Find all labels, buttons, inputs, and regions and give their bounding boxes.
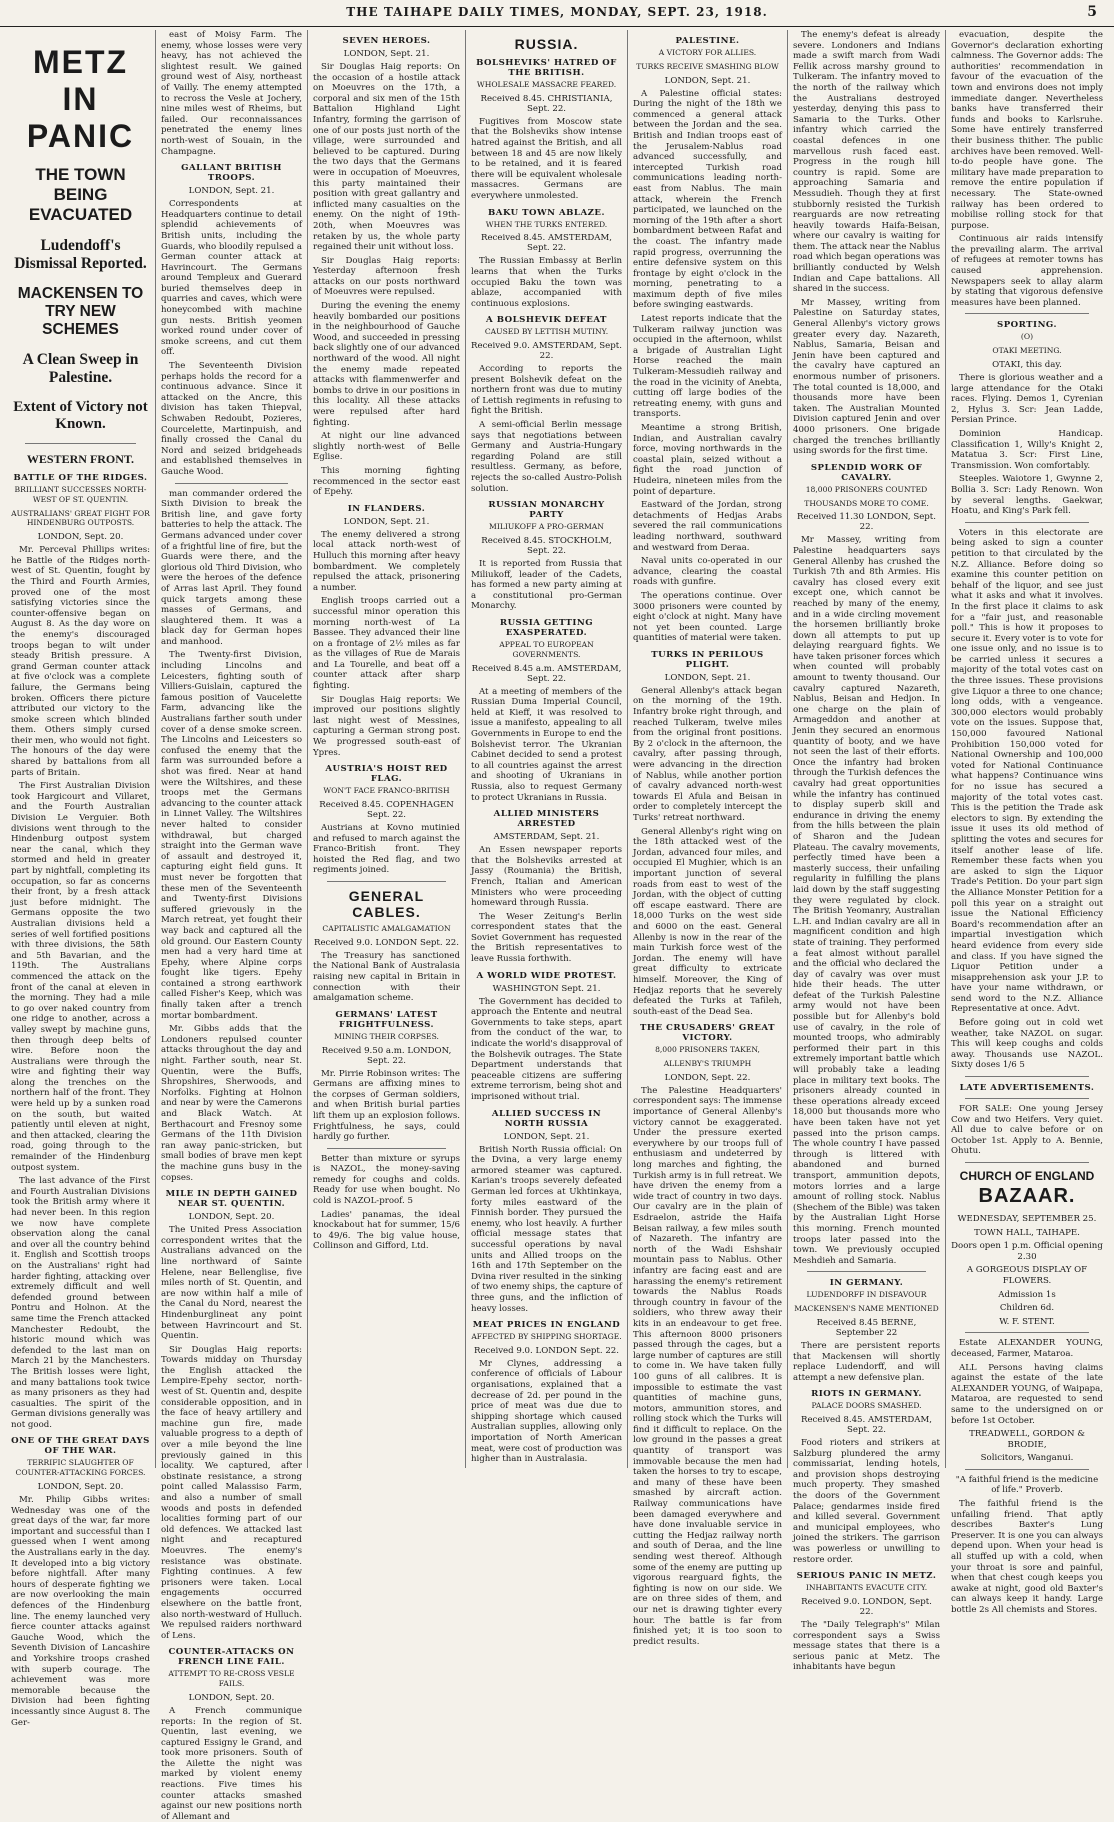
ad-line: WEDNESDAY, SEPTEMBER 25. xyxy=(957,1214,1097,1224)
section-germany: IN GERMANY. xyxy=(829,1278,904,1289)
article-paragraph: Sir Douglas Haig reports: On the occasion of a hostile attack on Moeuvres on the 17th, a corporal and six men of the 15th Battalion Highland Light Infantry, forming the garrison of one of our posts just north of the village, were surrounded and believed to be captured. During the two days that the Germans were in occupation of Moeuvres, this party maintained their position with great gallantry and inflicted many casualties on the enemy. On the night of 19th-20th, when Moeuvres was retaken by us, the whole party regained their unit without loss. xyxy=(313,62,460,253)
article-paragraph: Mr Massey, writing from Palestine on Saturday states, General Allenby's victory grows greater every day. Nazareth, Nablus, Samaria, Beisan and Jenin have been captured and the cavalry have captured an enormous number of prisoners. The total counted is 18,000, and thousands more have been taken. The Australian Mounted Division captured Jenin and over 4000 prisoners. One brigade charged the trenches brilliantly using swords for the first time. xyxy=(793,297,940,457)
dateline: WASHINGTON Sept. 21. xyxy=(492,983,601,994)
section-russia: RUSSIA. xyxy=(514,36,579,52)
article-paragraph: Correspondents at Headquarters continue to detail splendid achievements of British units, including the Guards, who bloodily repulsed a German counter attack at Havrincourt. The Germans around Templeux and Guerard buried themselves deep in quarries and caves, which were honeycombed with machine gun nests. British yeomen worked round under cover of smoke screens, and cut them off. xyxy=(161,199,302,358)
subhead: MACKENSEN'S NAME MENTIONED xyxy=(794,1304,939,1314)
article-paragraph: man commander ordered the Sixth Division to break the British line, and gave forty batteries to help the attack. The Germans advanced under cover of a frightful line of fire, but the Guards were there, and the glorious old Third Division, who were the heroes of the defence of Arras last April. They found quick targets among these masses of Germans, and slaughtered them. It was a black day for German hopes and manhood. xyxy=(161,488,302,647)
article-paragraph: The Russian Embassy at Berlin learns that when the Turks occupied Baku the town was ablaze, accompanied with continuous explosions. xyxy=(471,256,622,309)
ornament: (O) xyxy=(1020,332,1034,342)
subhead: COUNTER-ATTACKS ON FRENCH LINE FAIL. xyxy=(168,1647,295,1668)
dateline: Received 8.45 a.m. AMSTERDAM, Sept. 22. xyxy=(471,663,622,684)
dateline: Received 11.30 LONDON, Sept. 22. xyxy=(796,512,936,533)
subhead: ALLENBY'S TRIUMPH xyxy=(663,1059,752,1069)
subhead: BAKU TOWN ABLAZE. xyxy=(488,207,605,218)
divider xyxy=(965,313,1089,314)
dateline: Received 9.0. AMSTERDAM, Sept. 22. xyxy=(471,341,622,362)
divider xyxy=(965,1076,1089,1077)
article-paragraph: General Allenby's right wing on the 18th attacked west of the Jordan, advanced four miles, and occupied El Mughier, which is an important junction of several roads from east to west of the Jordan, with the object of cutting off escape eastward. There are 18,000 Turks on the west side and 6000 on the east. General Allenby is now in the rear of the main Turkish force west of the Jordan. The enemy will have great difficulty to extricate himself. Moreover, the King of Hedjaz reports that he severely defeated the Turks at Tafileh, south-east of the Dead Sea. xyxy=(633,826,782,1017)
article-paragraph: Voters in this electorate are being asked to sign a counter petition to that circulated by the N.Z. Alliance. Before doing so examine this counter petition on behalf of the liquor, and see just what it asks and what it involves. In the first place it claims to ask for a "fair just, and reasonable poll." This is how it proposes to secure it. Every voter is to vote for one issue only, and no issue is to be carried unless it secures a majority of the total votes cast on the three issues. These provisions give Liquor a three to one chance; long odds, with a vengeance. 300,000 electors would probably vote on the issues. Suppose that, 150,000 favoured National Prohibition 150,000 voted for National Ownership and 100,000 voted for National Continuance what happens? Continuance wins for no issue has secured a majority of the total votes cast. This is the petition the Trade ask electors to sign. By extending the issue it uses its old method of splitting the votes and secures for itself another lease of life. Remember these facts when you are asked to sign the Liquor Trade's Petition. Do your part sign the Alliance Monster Petition for a poll this year on a straight out issue the National Efficiency Board's recommendation after an impartial investigation which heard evidence from every side and class. If you have signed the Liquor Petition under a misapprehension ask your J.P. to have your name withdrawn, or send word to the N.Z. Alliance Representative at once. Advt. xyxy=(951,527,1103,1015)
column-4 xyxy=(466,30,628,1468)
subhead: ATTEMPT TO RE-CROSS VESLE FAILS. xyxy=(168,1669,295,1689)
article-paragraph: This morning fighting recommenced in the sector east of Epehy. xyxy=(313,465,460,498)
subhead: WHEN THE TURKS ENTERED. xyxy=(485,219,608,229)
columns xyxy=(6,30,1108,1822)
advertisement: Estate ALEXANDER YOUNG, deceased, Farmer, Mataroa. xyxy=(951,1338,1103,1359)
article-paragraph: A Palestine official states: During the night of the 18th we commenced a general attack between the Jordan and the sea. British and Indian troops east of the Jerusalem-Nablus road advanced successfully, and intercepted Turkish road communications leading north-east from Nablus. The main attack, wherein the French participated, we launched on the morning of the 19th after a short bombardment between Rafat and the coast. The infantry made rapid progress, overrunning the entire defensive system on this frontage by eight o'clock in the morning, penetrating to a maximum depth of five miles before swinging eastwards. xyxy=(633,88,782,311)
subhead: SEVEN HEROES. xyxy=(342,36,431,46)
section-late-ads: LATE ADVERTISEMENTS. xyxy=(959,1083,1095,1094)
headline-town-evacuated: THE TOWN BEING EVACUATED xyxy=(28,165,133,224)
dateline: LONDON, Sept. 21. xyxy=(343,516,430,527)
headline-mackensen: MACKENSEN TO TRY NEW SCHEMES xyxy=(17,285,144,338)
subhead: AUSTRIA'S HOIST RED FLAG. xyxy=(325,764,448,785)
article-paragraph: The Twenty-first Division, including Lincolns and Leicesters, fighting south of Villiers-Guislain, captured the famous position of Vaucelette Farm, advancing like the Australians farther south under cover of a dense smoke screen. The Lincolns and Leicesters so confused the enemy that the farm was surrounded before a shot was fired. Near at hand were the Wiltshires, and these troops met the Germans advancing to the counter attack in Linnet Valley. The Wiltshires never halted to consider withdrawal, but charged straight into the German wave of assault and destroyed it, capturing eight field guns. It must never be forgotten that these men of the Seventeenth and Twenty-first Divisions suffered grievously in the March retreat, yet fought their way back and captured all the old ground. Our Eastern County men had a very hard time at Epehy, where Alpine corps fought like tigers. Epehy contained a strong earthwork called Fisher's Keep, which was finally taken after a trench mortar bombardment. xyxy=(161,650,302,1021)
subhead: 18,000 PRISONERS COUNTED xyxy=(805,484,928,494)
article-paragraph: The Palestine Headquarters' correspondent says: The immense importance of General Allenby's victory cannot be exaggerated. Under the pressure exerted everywhere by our troops full of enthusiasm and undeterred by long marches and fighting, the Turkish army is in full retreat. We have driven the enemy from a wide tract of country in two days. Our cavalry are in the plain of Esdraelon, astride the Haifa Beisan railway, a few miles south of Nazareth. The infantry are north of the Wadi Eshshair mountain pass to Nablus. Other infantry are facing east and are harassing the enemy's retirement towards the Nablus Roads through country in favour of the soldiers, who threw away their kits in an endeavour to get free. This afternoon 8000 prisoners passed through the cages, but a large number of captures are still to come in. We have taken fully 100 guns of all calibres. It is impossible to estimate the vast quantities of machine guns, motors, ammunition stores, and rolling stock which the Turks will find it difficult to replace. On the low ground in the passes a great quantity of transport was immovable because the men had taken the horses to try to escape, and many of these have been smashed by aircraft action. Railway communications have been damaged everywhere and have done invaluable service in cutting the Hedjaz railway north and south of Deraa, and the line sending west thereof. Although some of the enemy are putting up vigorous rearguard fights, the fighting is now on our side. We are on three sides of them, and our net is drawing tighter every hour. The battle is far from finished yet; it is too soon to predict results. xyxy=(633,1085,782,1647)
divider xyxy=(807,1271,926,1272)
article-paragraph: Mr Clynes, addressing a conference of officials of Labour organisations, explained that a decrease of 2d. per pound in the price of meat was due due to shipping shortage which caused Australian supplies, allowing only importation of North American meat, were cost of production was higher than in Australasia. xyxy=(471,1358,622,1465)
subhead: CAUSED BY LETTISH MUTINY. xyxy=(484,327,609,337)
dateline: Received 8.45. CHRISTIANIA, Sept. 22. xyxy=(480,93,613,114)
article-paragraph: Continuous air raids intensify the prevailing alarm. The arrival of refugees at remoter towns has caused apprehension. Newspapers seek to allay alarm by stating that vigorous defensive measures have been planned. xyxy=(951,234,1103,308)
dateline: LONDON, Sept. 20. xyxy=(37,532,124,543)
column-5 xyxy=(628,30,788,1647)
article-paragraph: Sir Douglas Haig reports: Towards midday on Thursday the English attacked the Lempire-Epehy sector, north-west of St. Quentin and, despite considerable opposition, and in the face of heavy artillery and machine gun fire, made valuable progress to a depth of over a mile beyond the line previously gained in this locality. We captured, after obstinate resistance, a strong point called Malassiso Farm, and also a number of small woods and posts in defended localities forming part of our old defences. We attacked last night and recaptured Moeuvres. The enemy's resistance was obstinate. Fighting continues. A few prisoners were taken. Local engagements occurred elsewhere on the battle front, also north-westward of Hulluch. We repulsed raiders northward of Lens. xyxy=(161,1344,302,1641)
subhead: PALACE DOORS SMASHED. xyxy=(811,1401,922,1411)
divider xyxy=(965,1469,1089,1470)
dateline: OTAKI, this day. xyxy=(992,360,1062,371)
article-paragraph: During the evening the enemy heavily bombarded our positions in the neighbourhood of Gauche Wood, and succeeded in pressing back slightly one of our advanced northward of the wood. All night the enemy made repeated attacks with flammenwerfer and bombs to drive in our positions in this locality. All these attacks were repulsed after hard fighting. xyxy=(313,301,460,428)
bazaar-heading: BAZAAR. xyxy=(978,1185,1076,1207)
subhead: APPEAL TO EUROPEAN GOVERNMENTS. xyxy=(499,640,594,659)
section-western-front: WESTERN FRONT. xyxy=(26,452,135,466)
divider xyxy=(965,1162,1089,1163)
dateline: LONDON, Sept. 20. xyxy=(188,1692,275,1703)
subhead: BRILLIANT SUCCESSES NORTH-WEST OF ST. QUENTIN. xyxy=(14,485,147,504)
bazaar-title: CHURCH OF ENGLAND xyxy=(959,1169,1095,1183)
article-paragraph: The "Daily Telegraph's" Milan correspondent says a Swiss message states that there is a serious panic at Metz. The inhabitants have begun xyxy=(793,1620,940,1673)
subhead: BOLSHEVIKS' HATRED OF THE BRITISH. xyxy=(476,58,617,78)
dateline: Received 9.0. LONDON, Sept. 22. xyxy=(801,1597,932,1617)
advertisement: The faithful friend is the unfailing friend. That aptly describes Baxter's Lung Preserver. It is one you can always depend upon. When your head is all stuffed up with a cold, when your throat is sore and painful, when that chest cough keeps you awake at night, good old Baxter's can always keep it handy. Large bottle 2s All chemists and Stores. xyxy=(951,1499,1103,1615)
ad-line: "A faithful friend is the medicine of life." Proverb. xyxy=(955,1474,1099,1496)
article-paragraph: There are persistent reports that Mackensen will shortly replace Ludendorff, and will attempt a new defensive plan. xyxy=(793,1340,940,1383)
dateline: Received 9.0. LONDON Sept. 22. xyxy=(313,937,460,948)
article-paragraph: Sir Douglas Haig reports: Yesterday afternoon fresh attacks on our posts northward of Moeuvres were repulsed. xyxy=(313,255,460,298)
ad-line: W. F. STENT. xyxy=(999,1316,1055,1327)
article-paragraph: The Weser Zeitung's Berlin correspondent states that the Soviet Government has requested the British representatives to leave Russia forthwith. xyxy=(471,911,622,965)
subhead: SERIOUS PANIC IN METZ. xyxy=(796,1571,937,1582)
dateline: LONDON, Sept. 20. xyxy=(37,1482,124,1493)
article-paragraph: Meantime a strong British, Indian, and Australian cavalry force, moving northwards in the coastal plain, seized without a fight the road junction of Hudeira, nineteen miles from the point of departure. xyxy=(633,423,782,497)
subhead: ONE OF THE GREAT DAYS OF THE WAR. xyxy=(11,1436,150,1457)
subhead: ALLIED MINISTERS ARRESTED xyxy=(493,809,600,830)
divider xyxy=(965,522,1089,523)
article-paragraph: The enemy delivered a strong local attack north-west of Hulluch this morning after heavy bombardment. We completely repulsed the attack, prisonering a number. xyxy=(313,529,460,593)
subhead: AUSTRALIANS' GREAT FIGHT FOR HINDENBURG OUTPOSTS. xyxy=(11,508,150,528)
ad-line: A GORGEOUS DISPLAY OF FLOWERS. xyxy=(966,1265,1088,1286)
page-number: 5 xyxy=(1087,4,1098,20)
subhead: AFFECTED BY SHIPPING SHORTAGE. xyxy=(471,1332,622,1342)
headline-ludendoff: Ludendoff's Dismissal Reported. xyxy=(14,237,147,272)
column-2 xyxy=(156,30,308,1822)
article-paragraph: Austrians at Kovno mutinied and refused to march against the Franco-British front. They hoisted the Red flag, and two regiments joined. xyxy=(313,823,460,876)
article-paragraph: The Government has decided to approach the Entente and neutral Governments to take steps, apart from the conduct of the war, to indicate the world's disapproval of the Bolshevik outrages. The State Department understands that peaceable citizens are suffering extreme terrorism, being shot and imprisoned without trial. xyxy=(471,996,622,1102)
article-paragraph: Food rioters and strikers at Salzburg plundered the army commissariat, lending hotels, and provision shops destroying much property. They smashed the doors of the Government Palace; gendarmes inside fired and killed several. Government and municipal employees, who joined the strikers. The garrison was powerless or unwilling to restore order. xyxy=(793,1438,940,1565)
ad-line: Children 6d. xyxy=(999,1303,1055,1314)
section-general-cables: GENERAL CABLES. xyxy=(348,887,425,920)
dateline: Received 8.45. STOCKHOLM, Sept. 22. xyxy=(481,536,612,557)
article-paragraph: Latest reports indicate that the Tulkeram railway junction was occupied in the afternoon, whilst a brigade of Australian Light Horse reached the main Tulkeram-Messudieh railway and the road in the vicinity of Anebta, cutting off large bodies of the retreating enemy, with guns and transports. xyxy=(633,314,782,420)
divider xyxy=(25,443,136,444)
advertisement: FOR SALE: One young Jersey Cow and two Heifers. Very quiet. All due to calve before or on October 1st. Apply to A. Bennie, Ohutu. xyxy=(951,1104,1103,1157)
advertisement: ALL Persons having claims against the estate of the late ALEXANDER YOUNG, of Waipapa, Mataroa, are requested to send same to the undersigned on or before 1st October. xyxy=(951,1362,1103,1426)
subhead: CAPITALISTIC AMALGAMATION xyxy=(322,923,451,933)
subhead: GALLANT BRITISH TROOPS. xyxy=(181,163,282,184)
ad-line: TREADWELL, GORDON & BRODIE, xyxy=(969,1429,1085,1450)
advertisement: Ladies' panamas, the ideal knockabout hat for summer, 15/6 to 49/6. The big value house, Collinson and Gifford, Ltd. xyxy=(313,1209,460,1252)
subhead: ALLIED SUCCESS IN NORTH RUSSIA xyxy=(491,1108,602,1129)
advertisement: Before going out in cold wet weather, take NAZOL on sugar. This will keep coughs and colds away. Thousands use NAZOL. Sixty doses 1/6 5 xyxy=(951,1018,1103,1071)
article-paragraph: General Allenby's attack began on the morning of the 19th. Infantry broke right through, and reached Tulkeram, twelve miles from the original front positions. By 2 o'clock in the afternoon, the cavalry, after passing through, were advancing in the direction of Nablus, while another portion of cavalry advanced north-west towards El Afula and Beisan in order to completely intercept the Turks' retreat northward. xyxy=(633,685,782,823)
subhead: GERMANS' LATEST FRIGHTFULNESS. xyxy=(335,1009,438,1030)
article-paragraph: The United Press Association correspondent writes that the Australians advanced on the line northward of Sainte Helene, near Bellenglise, five miles north of St. Quentin, and are now within half a mile of the Canal du Nord, nearest the Hindenburglineat any point between Havrincourt and St. Quentin. xyxy=(161,1225,302,1342)
section-sporting: SPORTING. xyxy=(997,320,1057,331)
ad-line: Doors open 1 p.m. Official opening 2.30 xyxy=(951,1241,1103,1262)
article-paragraph: An Essen newspaper reports that the Bolsheviks arrested at Jassy (Roumania) the British, French, Italian and American Ministers who were proceeding homeward through Russia. xyxy=(471,845,622,909)
article-paragraph: Steeples. Waiotore 1, Gwynne 2, Bollia 3. Scr: Lady Renown. Won by several lengths. Gaekwar, Hoatu, and King's Park fell. xyxy=(951,474,1103,517)
article-paragraph: It is reported from Russia that Miliukoff, leader of the Cadets, has formed a new party aiming at a constitutional pro-German Monarchy. xyxy=(471,559,622,612)
article-paragraph: east of Moisy Farm. The enemy, whose losses were very heavy, has not achieved the slightest result. We gained ground west of Aisy, northeast of Vailly. The enemy attempted to recross the Vesle at Jochery, nine miles west of Rheims, but failed. Our reconnaissances penetrated the enemy lines north-west of Souain, in the Champagne. xyxy=(161,30,302,157)
dateline: LONDON, Sept. 21. xyxy=(188,186,275,197)
headline-victory: Extent of Victory not Known. xyxy=(13,399,148,432)
subhead: TURKS IN PERILOUS PLIGHT. xyxy=(651,649,764,670)
article-paragraph: Dominion Handicap. Classification 1, Willy's Knight 2, Matatua 3. Scr: First Line, Transmission. Won comfortably. xyxy=(951,429,1103,471)
subhead: A VICTORY FOR ALLIES. xyxy=(658,48,757,57)
article-paragraph: The First Australian Division took Hargicourt and Villaret, and the Fourth Australian Division Le Verguier. Both divisions went through to the Hindenburg outpost system near the canal, which they stormed and held in greater part by nightfall, completing its occupation, so far as concerns their front, by a fresh attack just before midnight. The Germans opposite the two Australian divisions held a series of well fortified positions with three divisions, the 58th and 5th Bavarian, and the 119th. The Australians commenced the attack on the front of the canal at eleven in the morning. They had a mile to go over naked country from one ridge to another, across a valley swept by machine guns, then through deep belts of wire. Before noon the Australians were through the wire and fighting their way along the trenches on the northern half of the front. They were held up by a sunken road on the south, but waited patiently until eleven at night, and then attacked, clearing the road, going through to the remainder of the Hindenburg outpost system. xyxy=(11,781,150,1173)
article-paragraph: Mr. Philip Gibbs writes: Wednesday was one of the great days of the war, far more important and successful than I guessed when I went among the Australians early in the day. It developed into a big victory before nightfall. After many hours of desperate fighting we are now overlooking the main defences of the Hindenburg line. The enemy launched very fierce counter attacks against Gauche Wood, which the Seventh Division of Lancashire and Yorkshire troops crashed with superb courage. The achievement was more memorable because the Division had been fighting incessantly since August 8. The Ger- xyxy=(11,1495,150,1728)
subhead: THOUSANDS MORE TO COME. xyxy=(804,498,929,508)
dateline: LONDON, Sept. 21. xyxy=(664,672,751,683)
subhead: SPLENDID WORK OF CAVALRY. xyxy=(810,462,923,483)
subhead: BATTLE OF THE RIDGES. xyxy=(13,473,148,483)
article-paragraph: Fugitives from Moscow state that the Bolsheviks show intense hatred against the British, and all between 18 and 45 are now likely to be retained, and it is feared there will be equivalent wholesale massacres. Germans are everywhere unmolested. xyxy=(471,116,622,201)
article-paragraph: The last advance of the First and Fourth Australian Divisions took the British army where it had never been. In this region we now have complete observation along the canal and over all the country behind it. English and Scottish troops on the Australians' right had harder fighting, attacking over extremely difficult and well defended ground between Pontru and Holnon. At the same time the French attacked Manchester Redoubt, the historic mound which was defended to the last man on March 21 by the Manchesters. The British losses were light, and many battalions took twice as many prisoners as they had casualties. The spirit of the German divisions generally was not good. xyxy=(11,1176,150,1430)
subhead: IN FLANDERS. xyxy=(347,503,426,514)
dateline: LONDON, Sept. 21. xyxy=(664,75,751,86)
dateline: AMSTERDAM, Sept. 21. xyxy=(493,832,600,843)
subhead: INHABITANTS EVACUTE CITY. xyxy=(805,1583,928,1593)
dateline: Received 8.45. AMSTERDAM, Sept. 22. xyxy=(481,233,612,254)
article-paragraph: Naval units co-operated in our advance, clearing the coastal roads with gunfire. xyxy=(633,556,782,588)
divider xyxy=(965,1098,1089,1099)
dateline: Received 9.0. LONDON Sept. 22. xyxy=(473,1345,620,1356)
ad-line: Admission 1s xyxy=(998,1289,1056,1300)
column-6 xyxy=(788,30,946,1673)
article-paragraph: At a meeting of members of the Russian Duma Imperial Council, held at Kieff, it was resolved to issue a manifesto, appealing to all Governments in Europe to end the Bolshevist terror. The Ukranian Cabinet decided to send a protest to all countries against the arrest and shooting of Ukranians in Russia, also to request Germany to protect Ukranians in Russia. xyxy=(471,686,622,803)
subhead: WON'T FACE FRANCO-BRITISH xyxy=(323,786,450,796)
subhead: TERRIFIC SLAUGHTER OF COUNTER-ATTACKING FORCES. xyxy=(15,1458,146,1478)
ad-line: Solicitors, Wanganui. xyxy=(980,1453,1074,1464)
dateline: Received 8.45 BERNE, September 22 xyxy=(816,1317,917,1338)
dateline: LONDON, Sept. 22. xyxy=(664,1072,751,1083)
article-paragraph: According to reports the present Bolshevik defeat on the northern front was due to mutiny of Lettish regiments in refusing to fight the British. xyxy=(471,364,622,417)
column-1 xyxy=(6,30,156,1728)
subhead: RUSSIA GETTING EXASPERATED. xyxy=(499,618,594,638)
dateline: Received 9.50 a.m. LONDON, Sept. 22. xyxy=(321,1045,452,1066)
column-3 xyxy=(308,30,466,1468)
article-paragraph: English troops carried out a successful minor operation this morning north-west of La Bassee. They advanced their line on a frontage of 2½ miles as far as the villages of Rue de Marais and La Tourelle, and beat off a counter attack after sharp fighting. xyxy=(313,596,460,692)
column-7 xyxy=(946,30,1108,1615)
article-paragraph: British North Russia official: On the Dvina, a very large enemy armored steamer was captured. Karian's troops severely defeated German led forces at Ukhtinkaya, forty miles eastward of the Finnish border. They pursued the enemy, who lost heavily. A further official message states that successful operations by naval units and Allied troops on the 16th and 17th September on the Dvina river resulted in the sinking of two enemy ships, the capture of three guns, and the infliction of heavy losses. xyxy=(471,1144,622,1314)
subhead: TURKS RECEIVE SMASHING BLOW xyxy=(636,61,779,71)
divider xyxy=(175,483,288,484)
divider xyxy=(327,1148,446,1149)
subhead: A BOLSHEVIK DEFEAT xyxy=(486,315,607,326)
article-paragraph: Eastward of the Jordan, strong detachments of Hedjas Arabs severed the rail communications leading northward, southward and westward from Deraa. xyxy=(633,500,782,553)
dateline: LONDON, Sept. 21. xyxy=(503,1131,590,1142)
article-paragraph: At night our line advanced slightly north-west of Belle Eglise. xyxy=(313,431,460,463)
article-paragraph: The Treasury has sanctioned the National Bank of Australasia raising new capital in Britain in connection with their amalgamation scheme. xyxy=(313,950,460,1004)
article-paragraph: Sir Douglas Haig reports: We improved our positions slightly last night west of Messines, capturing a German strong post. We progressed south-east of Ypres. xyxy=(313,694,460,758)
subhead: LUDENDORFF IN DISFAVOUR xyxy=(806,1290,927,1300)
advertisement: Better than mixture or syrups is NAZOL, the money-saving remedy for coughs and colds. Ready for use when bought. No cold is NAZOL-proof. 5 xyxy=(313,1153,460,1207)
article-paragraph: Mr. Gibbs adds that the Londoners repulsed counter attacks throughout the day and night. Farther south, near St. Quentin, were the Buffs, Shropshires, Sherwoods, and Norfolks. Fighting at Holnon and near by were the Camerons and Black Watch. At Berthacourt and Fresnoy some Germans of the 11th Division ran away panic-stricken, but small bodies of brave men kept the machine guns busy in the copses. xyxy=(161,1024,302,1183)
divider xyxy=(327,881,446,882)
subhead: MEAT PRICES IN ENGLAND xyxy=(472,1320,621,1331)
subhead: OTAKI MEETING. xyxy=(992,346,1062,356)
dateline: Received 8.45. AMSTERDAM, Sept. 22. xyxy=(801,1415,932,1436)
subhead: RUSSIAN MONARCHY PARTY xyxy=(488,500,605,521)
dateline: Received 8.45. COPENHAGEN Sept. 22. xyxy=(319,800,454,821)
article-paragraph: The enemy's defeat is already severe. Londoners and Indians made a swift march from Wadi Fellik across marshy ground to Tulkeram. The infantry moved to the north of the railway which the Australians destroyed yesterday, denying this pass to Samaria to the Turks. Other infantry which carried the coastal defences in one marvellous rush faced east. Progress in the rough hill country is rapid. Some are approaching Samaria and Messudieh. Though they at first stubbornly resisted the Turkish rearguards are now retreating heavily towards Haifa-Beisan, where our cavalry is waiting for them. The attack near the Nablus road which began operations was brilliantly conducted by Welsh Indian and Cape battalions. All shared in the success. xyxy=(793,30,940,295)
headline-palestine: A Clean Sweep in Palestine. xyxy=(22,351,139,386)
masthead xyxy=(0,0,1114,27)
subhead: MINING THEIR CORPSES. xyxy=(334,1031,439,1041)
section-palestine: PALESTINE. xyxy=(675,36,740,46)
ad-line: TOWN HALL, TAIHAPE. xyxy=(974,1227,1080,1238)
article-paragraph: Mr Massey, writing from Palestine headquarters says General Allenby has crushed the Turkish 7th and 8th Armies. His cavalry has closed every exit except one, which cannot be reached by many of the enemy, and in a wide circling movement the horsemen brilliantly broke down all attempts to put up delaying rearguard fights. We have taken prisoner forces which when counted will probably amount to twenty thousand. Our cavalry captured Nazareth, Nablus, Beisan and Hedjon. In one charge on the plain of Armageddon and another at Jenin they secured an enormous quantity of booty, and we have not seen the last of their efforts. Once the infantry had broken through the Turkish defences the cavalry had great opportunities while the infantry has continued to display superb skill and endurance in driving the enemy from the hills between the plain of Sharon and the Judean Plateau. The cavalry movements, perfectly timed have been a masterly success, their unfailing regularity in fulfilling the plans laid down by the staff suggesting they were regulated by clock. The British Yeomanry, Australian L.H. and Indian cavalry are all in magnificent condition and high state of training. They performed a feat almost without parallel and the official who declared the day of cavalry was over must hide their heads. The utter defeat of the Turkish Palestine army would not have been possible but for Allenby's bold use of cavalry, in the role of mounted troops, who admirably performed their part in this extremely important battle which will probably take a leading place in military text books. The prisoners already counted in these operations already exceed 18,000 but thousands more who have been taken have not yet passed into the prison camps. The whole country I have passed through is littered with abandoned and burned transport, ammunition depots, motors lorries and a large amount of rolling stock. Nablus (Shechem of the Bible) was taken by the Australian Light Horse this morning. French mounted troops later passed into the town. We previously occupied Meshdieh and Samaria. xyxy=(793,535,940,1266)
article-paragraph: The Seventeenth Division perhaps holds the record for a continuous advance. Since it attacked on the Ancre, this division has taken Thiepval, Schwaben Redoubt, Pozieres, Courcelette, Martinpuish, and finally crossed the Canal du Nord and seized bridgeheads and established themselves in Gauche Wood. xyxy=(161,361,302,477)
article-paragraph: A semi-official Berlin message says that negotiations between Germany and Austria-Hungary regarding Poland are still resultless. Germany, as before, rejects the so-called Austro-Polish solution. xyxy=(471,420,622,494)
article-paragraph: The operations continue. Over 3000 prisoners were counted by eight o'clock at night. Many have not yet been counted. Large quantities of material were taken. xyxy=(633,590,782,644)
subhead: 8,000 PRISONERS TAKEN, xyxy=(655,1045,760,1055)
subhead: MILE IN DEPTH GAINED NEAR ST. QUENTIN. xyxy=(165,1189,298,1210)
subhead: MILIUKOFF A PRO-GERMAN xyxy=(489,522,604,532)
subhead: THE CRUSADERS' GREAT VICTORY. xyxy=(639,1023,775,1044)
divider xyxy=(965,1332,1089,1333)
article-paragraph: evacuation, despite the Governor's declaration exhorting calmness. The Governor adds: The authorities' recommendation in favour of the evacuation of the town and environs does not imply immediate danger. Nevertheless banks have transferred their funds and books to Karlsruhe. Some have entirely transferred their business thither. The public archives have been removed. Well-to-do people have gone. The military have made preparation to remove the entire population if necessary. The State-owned railway has been ordered to mobilise rolling stock for that purpose. xyxy=(951,30,1103,231)
article-paragraph: Mr. Perceval Phillips writes: he Battle of the Ridges north-west of St. Quentin, fought by the Third and Fourth Armies, proved one of the most satisfying victories since the counter-offensive began on August 8. As the day wore on the enemy's discouraged troops began to wilt under steady British pressure. A grand German counter attack at five o'clock was a complete failure, the Germans being broken. Officers there picture attributed our victory to the smoke screen which blinded them. Others simply cursed their men, who would not fight. The honours of the day were shared by battalions from all parts of Britain. xyxy=(11,545,150,778)
headline-metz: METZ IN PANIC xyxy=(26,44,135,154)
subhead: WHOLESALE MASSACRE FEARED. xyxy=(476,80,617,89)
article-paragraph: A French communique reports: In the region of St. Quentin, last evening, we captured Essigny le Grand, and took more prisoners. South of the Ailette the night was marked by violent enemy reactions. Five times his counter attacks smashed against our new positions north of Allemant and xyxy=(161,1705,302,1822)
subhead: A WORLD WIDE PROTEST. xyxy=(476,970,617,981)
article-paragraph: There is glorious weather and a large attendance for the Otaki races. Flying. Demos 1, Cyrenian 2, Hylus 3. Scr: Jean Ladde, Persian Prince. xyxy=(951,373,1103,426)
masthead-title: THE TAIHAPE DAILY TIMES, MONDAY, SEPT. 23, 1918. xyxy=(346,5,768,19)
dateline: LONDON, Sept. 20. xyxy=(188,1212,275,1223)
article-paragraph: Mr. Pirrie Robinson writes: The Germans are affixing mines to the corpses of German soldiers, and when British burial parties lift them up an explosion follows. Frightfulness, he says, could hardly go further. xyxy=(313,1068,460,1143)
subhead: RIOTS IN GERMANY. xyxy=(811,1389,922,1400)
dateline: LONDON, Sept. 21. xyxy=(343,49,430,59)
